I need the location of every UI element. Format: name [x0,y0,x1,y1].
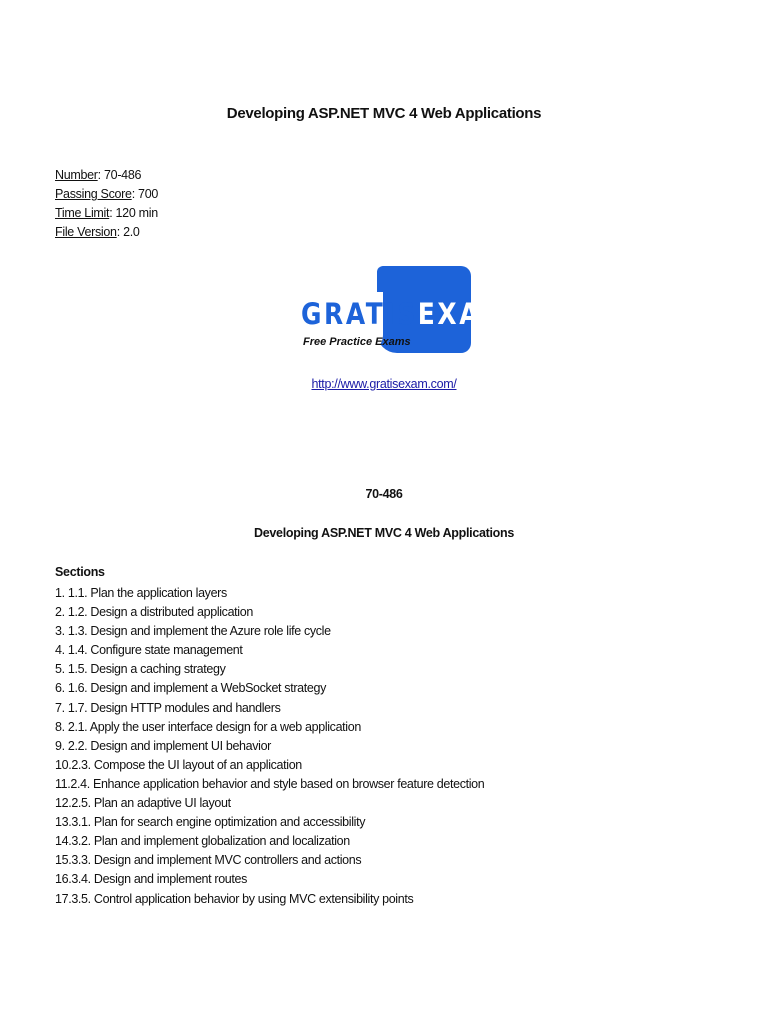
meta-passing-score [55,185,158,204]
meta-file-version-key: File Version [55,225,117,239]
exam-code: 70-486 [365,487,403,501]
gratisexam-logo [293,266,509,353]
logo-word-gratis: GRATIS [301,297,418,331]
logo-word-exam: EXAM [417,297,509,331]
exam-subtitle: Developing ASP.NET MVC 4 Web Applications [254,526,514,540]
list-item: 8. 2.1. Apply the user interface design for a web application [55,719,361,734]
sections-list [55,584,484,909]
meta-passing-score-key: Passing Score [55,187,132,201]
list-item: 17.3.5. Control application behavior by using MVC extensibility points [55,891,414,906]
list-item: 10.2.3. Compose the UI layout of an application [55,757,302,772]
list-item: 11.2.4. Enhance application behavior and style based on browser feature detection [55,776,485,791]
exam-meta [55,166,158,242]
sections-heading: Sections [55,565,105,579]
logo-tagline: Free Practice Exams [303,336,411,348]
list-item: 2. 1.2. Design a distributed application [55,605,253,620]
list-item: 6. 1.6. Design and implement a WebSocket strategy [55,681,326,696]
meta-time-limit-value: : 120 min [109,206,158,220]
list-item: 3. 1.3. Design and implement the Azure role life cycle [55,624,331,639]
meta-number-key: Number [55,168,98,182]
gratisexam-link[interactable]: http://www.gratisexam.com/ [311,377,457,391]
meta-number-value: : 70-486 [97,168,142,182]
document-title: Developing ASP.NET MVC 4 Web Applications [226,105,542,122]
list-item: 14.3.2. Plan and implement globalization and localization [55,834,350,849]
list-item: 5. 1.5. Design a caching strategy [55,662,226,677]
meta-number [55,166,158,185]
list-item: 16.3.4. Design and implement routes [55,872,248,887]
list-item: 13.3.1. Plan for search engine optimization and accessibility [55,815,366,830]
logo-wordmark [301,297,509,331]
list-item: 15.3.3. Design and implement MVC controllers and actions [55,853,362,868]
list-item: 1. 1.1. Plan the application layers [55,586,227,600]
meta-passing-score-value: : 700 [131,187,159,201]
meta-file-version [55,223,158,242]
list-item: 9. 2.2. Design and implement UI behavior [55,738,271,753]
meta-time-limit [55,204,158,223]
list-item: 7. 1.7. Design HTTP modules and handlers [55,700,281,715]
list-item: 12.2.5. Plan an adaptive UI layout [55,796,231,811]
meta-time-limit-key: Time Limit [55,206,110,220]
meta-file-version-value: : 2.0 [116,225,140,239]
list-item: 4. 1.4. Configure state management [55,643,243,658]
